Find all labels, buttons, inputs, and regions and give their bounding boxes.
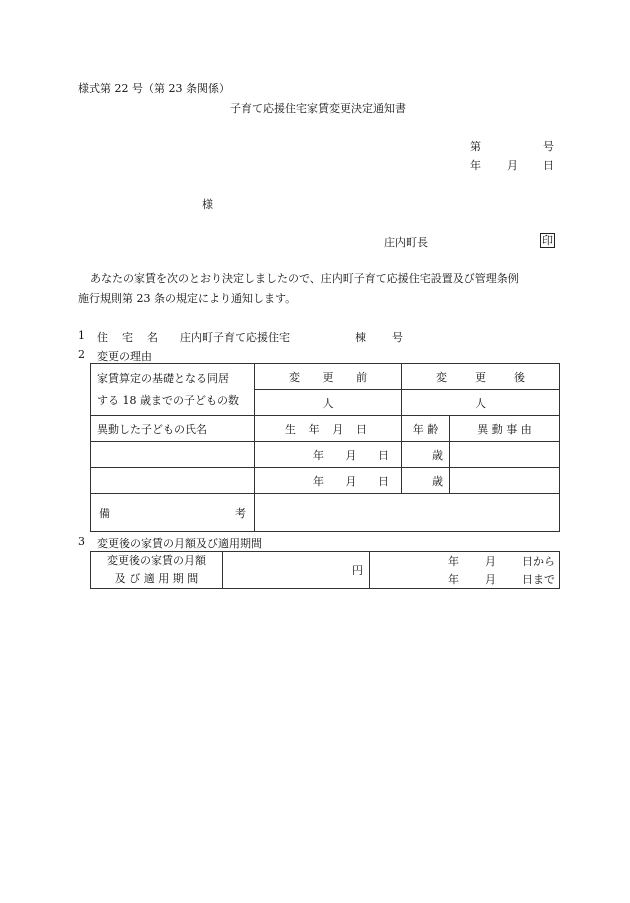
item3-label: 変更後の家賃の月額及び適用期間 bbox=[97, 537, 262, 550]
sender-name: 庄内町長 bbox=[384, 236, 428, 249]
doc-number-go: 号 bbox=[543, 140, 554, 153]
change-reason-table bbox=[90, 363, 560, 532]
item1-label-char-2: 宅 bbox=[122, 331, 133, 344]
birthdate-header: 生 年 月 日 bbox=[255, 416, 402, 442]
age-cell: 歳 bbox=[402, 442, 450, 468]
table-row bbox=[91, 442, 560, 468]
monthly-rent-cell: 円 bbox=[223, 552, 370, 589]
age-header: 年 齢 bbox=[402, 416, 450, 442]
child-name-header: 異動した子どもの氏名 bbox=[91, 416, 255, 442]
item1-label-char-1: 住 bbox=[97, 331, 108, 344]
child-name-cell bbox=[91, 468, 255, 494]
item2-number: 2 bbox=[78, 348, 85, 361]
period-from-cell: 年 月 日から bbox=[370, 552, 560, 571]
before-header: 変 更 前 bbox=[255, 364, 402, 390]
after-header: 変 更 後 bbox=[402, 364, 560, 390]
before-count-unit: 人 bbox=[255, 390, 402, 416]
after-count-unit: 人 bbox=[402, 390, 560, 416]
birthdate-cell: 年 月 日 bbox=[255, 442, 402, 468]
child-name-cell bbox=[91, 442, 255, 468]
remarks-label: 備 考 bbox=[91, 494, 255, 532]
room-unit-go: 号 bbox=[392, 331, 403, 344]
seal-mark: 印 bbox=[542, 234, 553, 247]
date-month: 月 bbox=[507, 159, 518, 172]
doc-number-dai: 第 bbox=[470, 140, 481, 153]
change-reason-header: 異 動 事 由 bbox=[450, 416, 560, 442]
item2-label: 変更の理由 bbox=[97, 350, 152, 363]
table-row bbox=[91, 468, 560, 494]
basis-label: 家賃算定の基礎となる同居 する 18 歳までの子どもの数 bbox=[91, 364, 255, 416]
remarks-cell bbox=[255, 494, 560, 532]
date-year: 年 bbox=[470, 159, 481, 172]
addressee-suffix: 様 bbox=[202, 198, 213, 211]
document-title: 子育て応援住宅家賃変更決定通知書 bbox=[230, 102, 406, 115]
body-line-2: 施行規則第 23 条の規定により通知します。 bbox=[78, 292, 297, 305]
birthdate-cell: 年 月 日 bbox=[255, 468, 402, 494]
item3-number: 3 bbox=[78, 535, 85, 548]
age-cell: 歳 bbox=[402, 468, 450, 494]
rent-period-label: 変更後の家賃の月額 及 び 適 用 期 間 bbox=[91, 552, 223, 589]
body-line-1: あなたの家賃を次のとおり決定しましたので、庄内町子育て応援住宅設置及び管理条例 bbox=[90, 272, 519, 285]
change-reason-cell bbox=[450, 442, 560, 468]
change-reason-cell bbox=[450, 468, 560, 494]
building-unit-to: 棟 bbox=[355, 331, 366, 344]
item1-label-char-3: 名 bbox=[147, 331, 158, 344]
housing-name: 庄内町子育て応援住宅 bbox=[180, 331, 290, 344]
rent-period-table bbox=[90, 551, 560, 589]
period-until-cell: 年 月 日まで bbox=[370, 570, 560, 589]
date-day: 日 bbox=[543, 159, 554, 172]
item1-number: 1 bbox=[78, 329, 85, 342]
form-number: 様式第 22 号（第 23 条関係） bbox=[78, 82, 230, 95]
